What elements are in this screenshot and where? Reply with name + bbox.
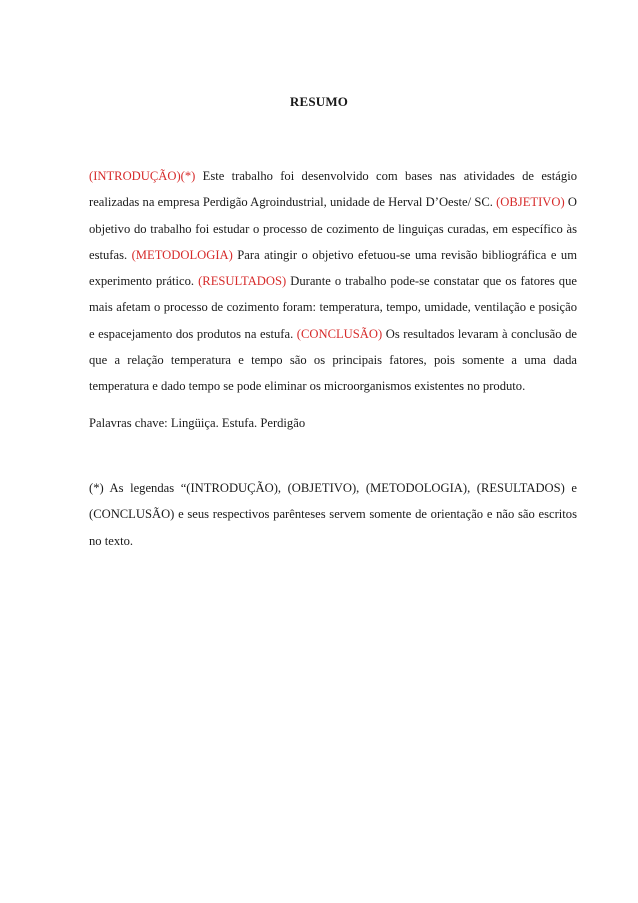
footnote-paragraph: (*) As legendas “(INTRODUÇÃO), (OBJETIVO), (METODOLOGIA), (RESULTADOS) e (CONCLUSÃO) e seus respectivos parênteses servem somente de orientação e não são escritos no texto. [89,481,577,548]
section-label-resultados: (RESULTADOS) [198,274,287,289]
abstract-text: Este trabalho foi desenvolvido com bases nas atividades de estágio realizadas na empresa Perdigão Agroindustrial, unidade de Herval D’Oeste/ SC. [89,169,577,210]
abstract-text: Para atingir o objetivo efetuou-se uma revisão bibliográfica e um experimento prático. [89,247,577,289]
abstract-paragraph [89,163,577,400]
abstract-text: Durante o trabalho pode-se constatar que os fatores que mais afetam o processo de cozimento foram: temperatura, tempo, umidade, ventilação e posição e espacejamento dos produtos na estufa. [89,274,577,341]
section-label-metodologia: (METODOLOGIA) [131,247,233,262]
abstract-text: O objetivo do trabalho foi estudar o processo de cozimento de linguiças curadas, em específico às estufas. [89,195,577,262]
section-label-objetivo: (OBJETIVO) [496,195,565,210]
section-label-introducao: (INTRODUÇÃO)(*) [89,169,196,183]
page-title: RESUMO [289,94,349,109]
section-label-conclusao: (CONCLUSÃO) [296,326,383,341]
abstract-text: Os resultados levaram à conclusão de que a relação temperatura e tempo são os principais fatores, pois somente a uma dada temperatura e dado tempo se pode eliminar os microorganismos existentes no produto. [89,326,577,394]
keywords-line: Palavras chave: Lingüiça. Estufa. Perdigão [89,416,306,430]
